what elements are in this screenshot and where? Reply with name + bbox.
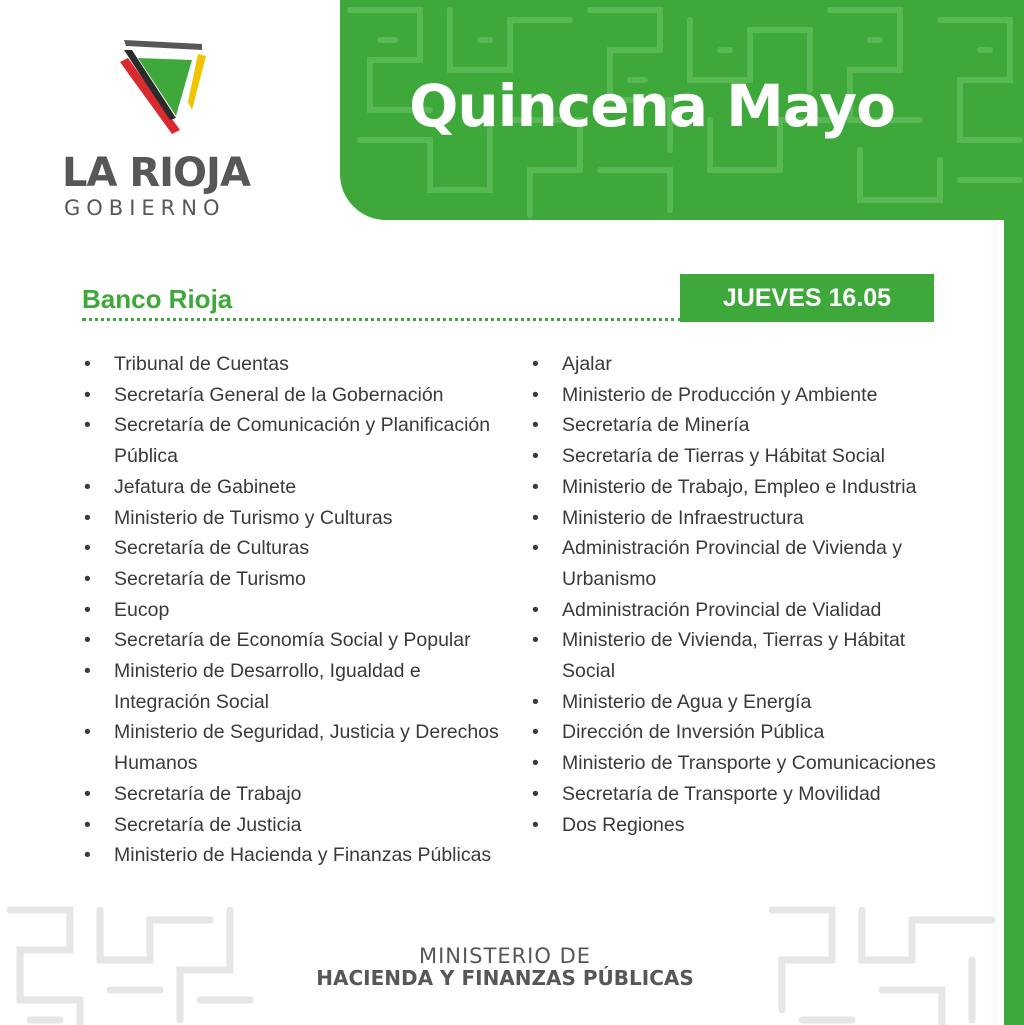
list-item [82, 687, 502, 718]
list-item-label: Secretaría General de la Gobernación [114, 383, 444, 406]
bullet-icon: • [532, 506, 539, 529]
list-item-label: Secretaría de Trabajo [114, 782, 302, 805]
list-item [82, 533, 502, 564]
list-item [530, 779, 950, 810]
bullet-icon: • [532, 353, 539, 375]
list-item [530, 533, 950, 564]
bullet-icon: • [84, 506, 91, 529]
list-item [82, 779, 502, 810]
list-item [82, 503, 502, 534]
list-item [82, 748, 502, 779]
list-item [530, 687, 950, 718]
bullet-icon: • [532, 721, 539, 744]
list-item-label: Secretaría de Comunicación y Planificación [114, 414, 491, 437]
list-item-label: Ministerio de Vivienda, Tierras y Hábitat [562, 629, 906, 652]
organisms-list-left [82, 349, 502, 871]
list-item-label: Ministerio de Agua y Energía [562, 690, 812, 713]
bullet-icon: • [84, 414, 91, 437]
list-item-label: Administración Provincial de Vivienda y [562, 537, 902, 560]
bullet-icon: • [532, 782, 539, 805]
list-item-label: Ministerio de Hacienda y Finanzas Públicas [114, 844, 492, 867]
bullet-icon: • [84, 598, 91, 621]
list-item-label: Humanos [114, 752, 198, 775]
bullet-icon: • [84, 383, 91, 406]
list-item [530, 564, 950, 595]
bullet-icon: • [532, 629, 539, 652]
bullet-icon: • [84, 537, 91, 560]
bullet-icon: • [532, 690, 539, 713]
list-item [82, 717, 502, 748]
date-badge: JUEVES 16.05 [680, 274, 934, 322]
bank-heading: Banco Rioja [82, 284, 233, 314]
list-item [530, 810, 950, 841]
page-title: Quincena Mayo [409, 72, 895, 140]
bullet-icon: • [84, 629, 91, 652]
list-item [530, 656, 950, 687]
bullet-icon: • [532, 414, 539, 437]
list-item-label: Ministerio de Seguridad, Justicia y Derechos [114, 721, 499, 744]
list-item-label: Ministerio de Trabajo, Empleo e Industria [562, 475, 917, 498]
bullet-icon: • [532, 752, 539, 775]
list-item-label: Eucop [114, 598, 170, 621]
list-item [530, 410, 950, 441]
list-item [530, 472, 950, 503]
list-item-label: Ministerio de Desarrollo, Igualdad e [114, 660, 421, 683]
list-item-label: Ministerio de Producción y Ambiente [562, 383, 878, 406]
list-item-label: Secretaría de Minería [562, 414, 750, 437]
bullet-icon: • [84, 475, 91, 498]
maze-pattern-left-icon [0, 900, 255, 1025]
list-item-label: Pública [114, 445, 178, 468]
list-item [82, 625, 502, 656]
la-rioja-logo-icon [118, 36, 210, 136]
list-item-label: Secretaría de Justicia [114, 813, 302, 836]
dotted-divider [82, 318, 682, 321]
list-item-label: Integración Social [114, 690, 270, 713]
list-item-label: Secretaría de Culturas [114, 537, 310, 560]
bullet-icon: • [84, 844, 91, 867]
bullet-icon: • [532, 383, 539, 406]
bullet-icon: • [532, 445, 539, 468]
list-item-label: Dirección de Inversión Pública [562, 721, 825, 744]
list-item-label: Secretaría de Economía Social y Popular [114, 629, 471, 652]
list-item [82, 472, 502, 503]
bullet-icon: • [532, 598, 539, 621]
bullet-icon: • [84, 567, 91, 590]
list-item [82, 595, 502, 626]
list-item-label: Administración Provincial de Vialidad [562, 598, 882, 621]
list-item-label: Ajalar [562, 353, 612, 375]
maze-pattern-right-icon [762, 900, 1004, 1025]
logo-name: LA RIOJA [62, 150, 250, 196]
list-item-label: Jefatura de Gabinete [114, 475, 297, 498]
footer-ministry-label: MINISTERIO DE [418, 944, 592, 968]
list-item [82, 840, 502, 871]
list-item-label: Secretaría de Turismo [114, 567, 306, 590]
bullet-icon: • [84, 721, 91, 744]
list-item [82, 441, 502, 472]
list-item-label: Secretaría de Tierras y Hábitat Social [562, 445, 885, 468]
list-item [530, 380, 950, 411]
bullet-icon: • [532, 537, 539, 560]
bullet-icon: • [84, 782, 91, 805]
list-item [82, 810, 502, 841]
list-item-label: Ministerio de Turismo y Culturas [114, 506, 393, 529]
bullet-icon: • [532, 813, 539, 836]
list-item [530, 349, 950, 380]
list-item [82, 410, 502, 441]
list-item [530, 748, 950, 779]
list-item-label: Urbanismo [562, 567, 657, 590]
logo-subtitle: GOBIERNO [64, 196, 226, 220]
list-item [530, 595, 950, 626]
list-item [82, 349, 502, 380]
organisms-list-right [530, 349, 950, 840]
header-banner [340, 0, 1024, 220]
bullet-icon: • [84, 353, 91, 375]
list-item [530, 503, 950, 534]
bullet-icon: • [84, 660, 91, 683]
side-accent-bar [1004, 220, 1024, 1025]
bullet-icon: • [532, 475, 539, 498]
list-item-label: Social [562, 660, 616, 683]
list-item [82, 656, 502, 687]
list-item-label: Dos Regiones [562, 813, 685, 836]
list-item-label: Ministerio de Infraestructura [562, 506, 804, 529]
list-item [530, 717, 950, 748]
list-item [530, 625, 950, 656]
list-item-label: Ministerio de Transporte y Comunicaciones [562, 752, 936, 775]
bullet-icon: • [84, 813, 91, 836]
list-item [82, 380, 502, 411]
list-item-label: Tribunal de Cuentas [114, 353, 289, 375]
list-item [82, 564, 502, 595]
list-item-label: Secretaría de Transporte y Movilidad [562, 782, 881, 805]
list-item [530, 441, 950, 472]
footer-ministry-name: HACIENDA Y FINANZAS PÚBLICAS [316, 966, 694, 990]
